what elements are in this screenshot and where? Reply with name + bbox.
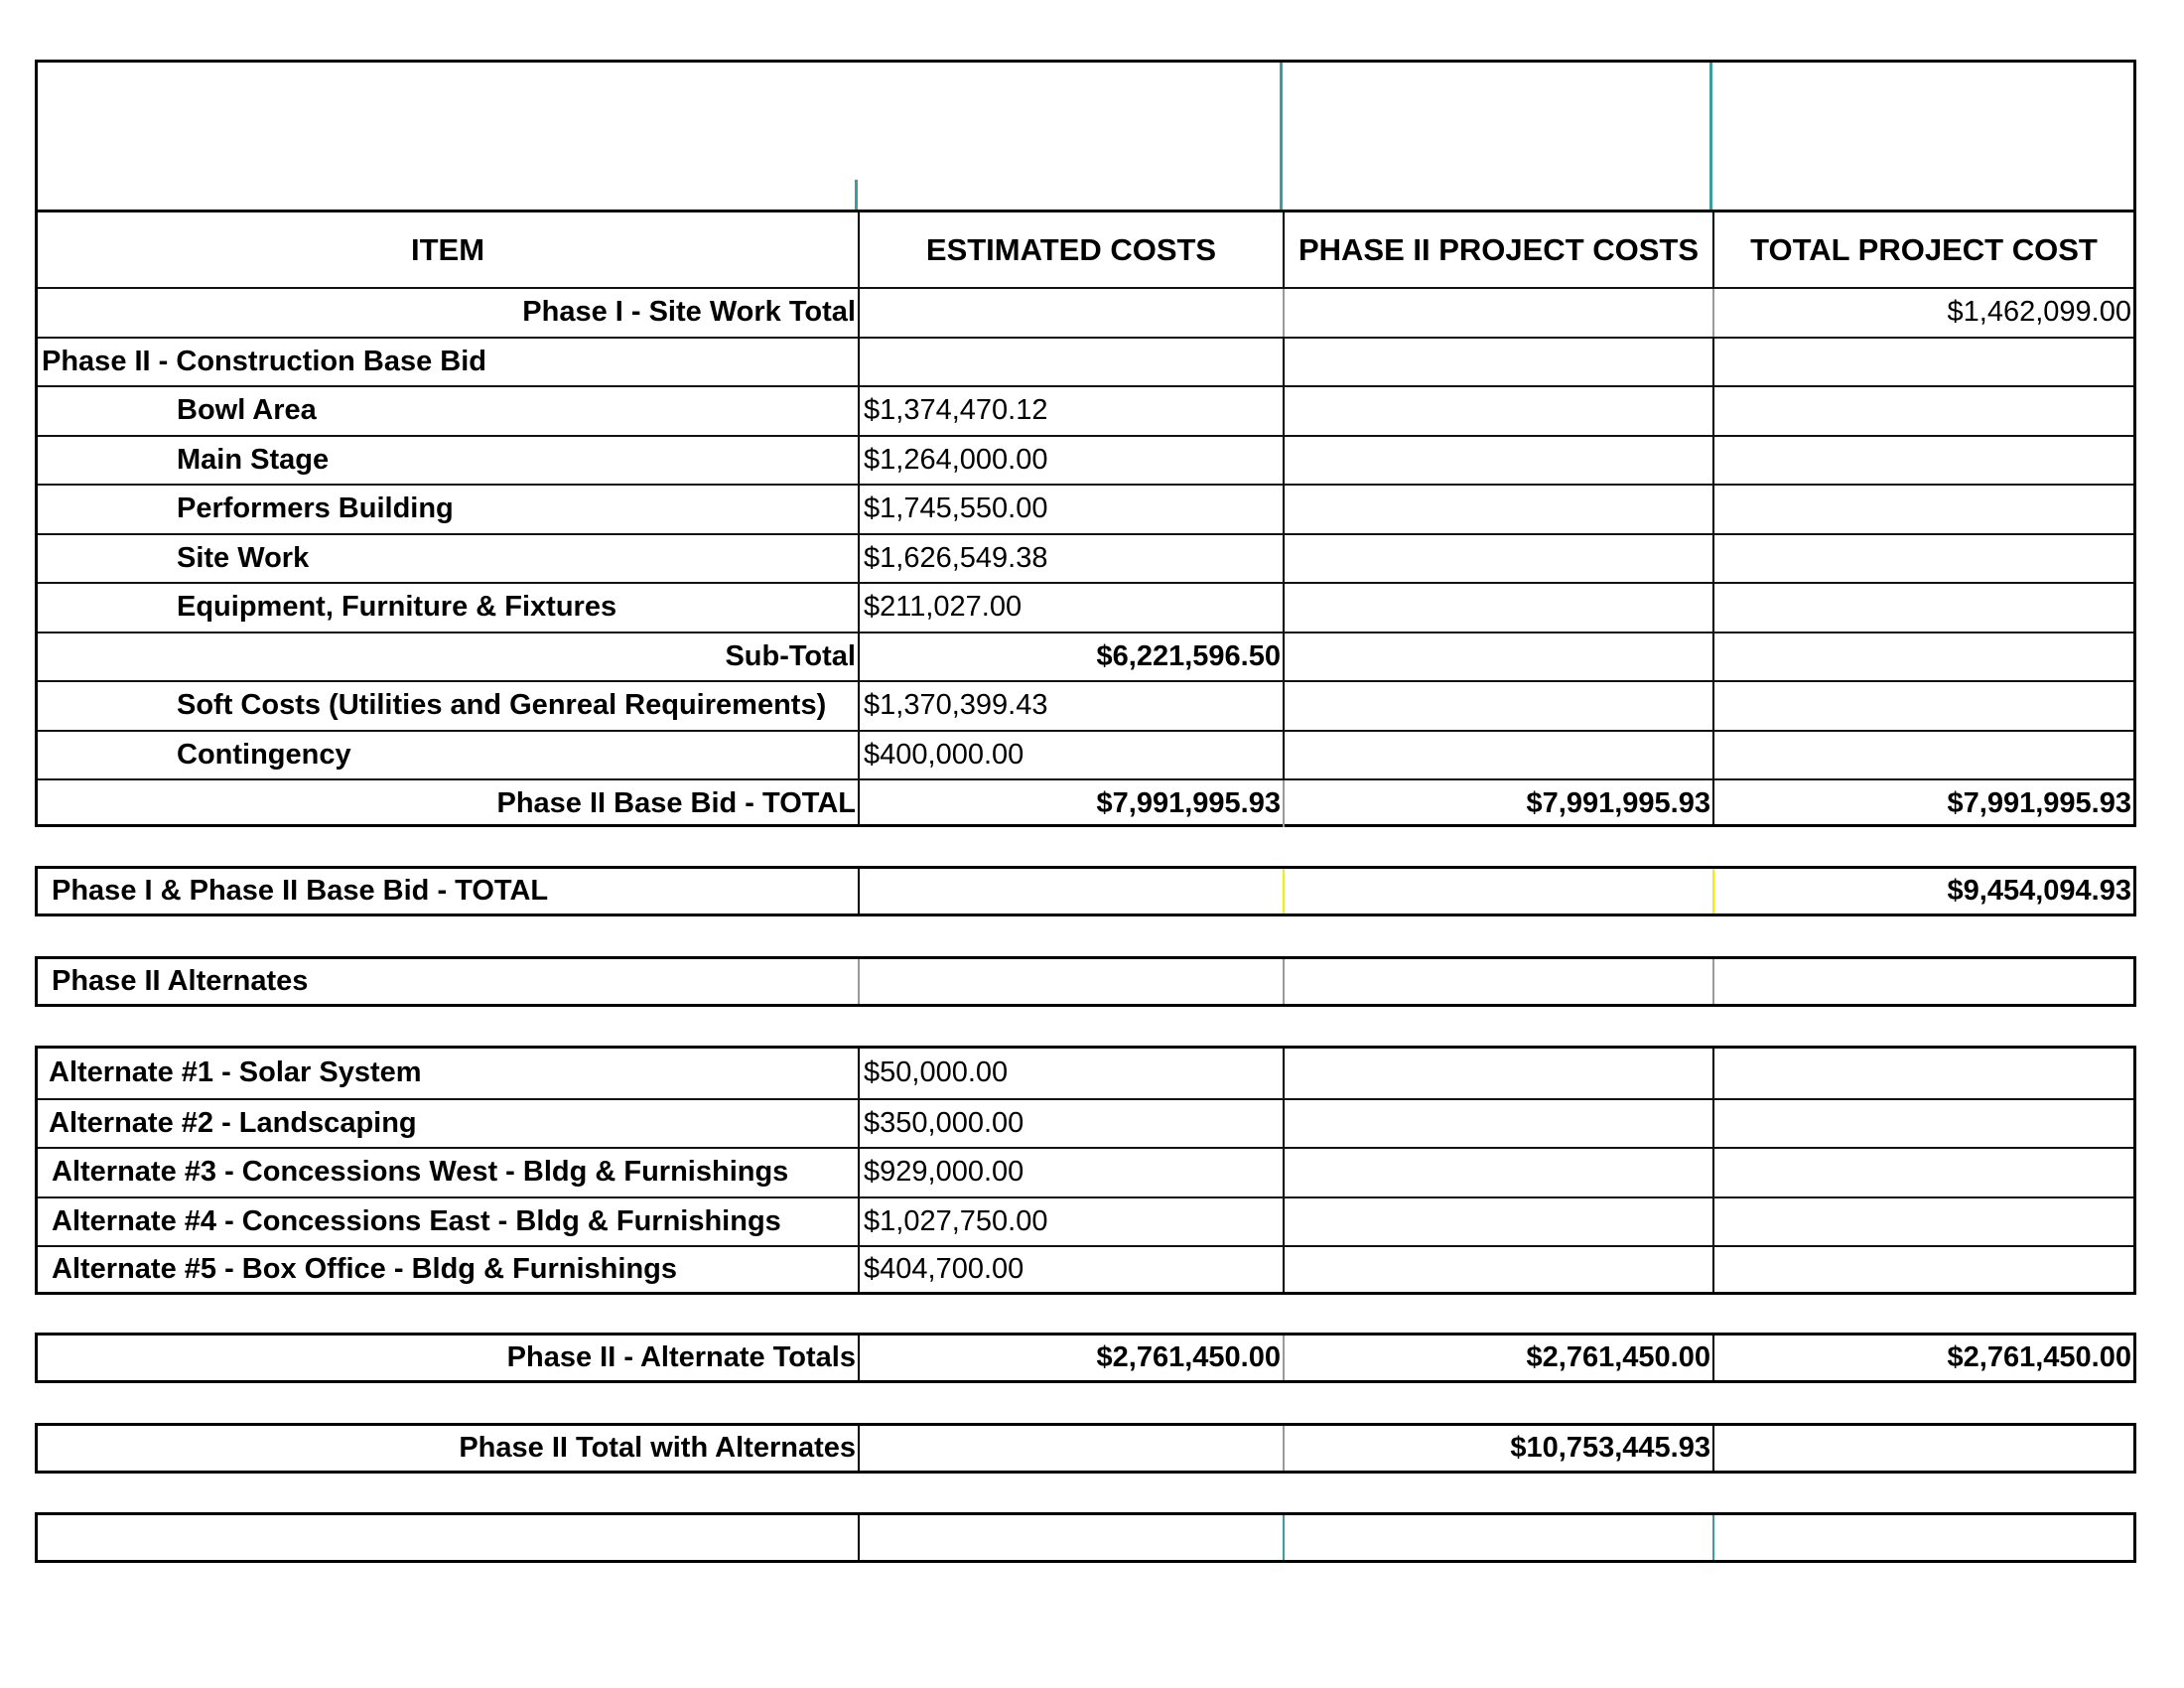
base-bid-table <box>35 210 2136 827</box>
phase2-cost-cell[interactable] <box>1283 1198 1712 1246</box>
table-row-phase1-total <box>38 287 2133 337</box>
row-label: Phase I - Site Work Total <box>522 296 856 329</box>
estimated-cost-cell[interactable] <box>858 959 1283 1004</box>
total-cost-cell[interactable] <box>1712 682 2133 730</box>
header-row <box>38 212 2133 287</box>
estimated-cost-cell[interactable]: $211,027.00 <box>858 584 1283 632</box>
row-label[interactable] <box>38 1515 858 1560</box>
estimated-cost-cell[interactable]: $350,000.00 <box>858 1100 1283 1148</box>
total-cost-cell[interactable] <box>1712 1149 2133 1196</box>
estimated-cost-cell[interactable] <box>858 1426 1283 1471</box>
combined-total-row <box>35 866 2136 916</box>
total-cost-cell[interactable] <box>1712 959 2133 1004</box>
row-label: Equipment, Furniture & Fixtures <box>177 591 617 624</box>
teal-gridline <box>1280 63 1283 212</box>
estimated-cost-cell[interactable]: $400,000.00 <box>858 732 1283 779</box>
table-row <box>38 1336 2133 1380</box>
phase2-cost-cell[interactable] <box>1283 437 1712 485</box>
total-cost-cell[interactable]: $9,454,094.93 <box>1712 869 2133 914</box>
table-row <box>38 435 2133 485</box>
total-cost-cell[interactable]: $7,991,995.93 <box>1712 780 2133 827</box>
row-label: Soft Costs (Utilities and Genreal Requirements) <box>177 689 827 722</box>
phase2-cost-cell[interactable]: $10,753,445.93 <box>1283 1426 1712 1471</box>
table-row-subtotal <box>38 632 2133 681</box>
phase2-cost-cell[interactable] <box>1283 869 1712 914</box>
total-cost-cell[interactable]: $2,761,450.00 <box>1712 1336 2133 1380</box>
total-cost-cell[interactable] <box>1712 339 2133 386</box>
phase2-cost-cell[interactable] <box>1283 732 1712 779</box>
row-label: Performers Building <box>177 492 454 525</box>
phase2-cost-cell[interactable] <box>1283 1515 1712 1560</box>
phase2-cost-cell[interactable] <box>1283 289 1712 337</box>
estimated-cost-cell[interactable] <box>858 339 1283 386</box>
phase2-cost-cell[interactable] <box>1283 633 1712 681</box>
estimated-cost-cell[interactable]: $1,745,550.00 <box>858 486 1283 533</box>
phase2-cost-cell[interactable] <box>1283 486 1712 533</box>
table-row <box>38 869 2133 914</box>
table-row-contingency <box>38 730 2133 779</box>
estimated-cost-cell[interactable]: $1,027,750.00 <box>858 1198 1283 1246</box>
estimated-cost-cell[interactable]: $404,700.00 <box>858 1247 1283 1292</box>
table-row <box>38 1049 2133 1098</box>
column-header-estimated-costs: ESTIMATED COSTS <box>858 212 1283 287</box>
phase2-cost-cell[interactable] <box>1283 1049 1712 1098</box>
phase2-cost-cell[interactable]: $7,991,995.93 <box>1283 780 1712 827</box>
table-row-phase2-heading <box>38 337 2133 386</box>
table-row <box>38 1147 2133 1196</box>
table-row <box>38 1426 2133 1471</box>
total-cost-cell[interactable] <box>1712 633 2133 681</box>
row-label: Site Work <box>177 541 310 574</box>
table-row <box>38 1245 2133 1292</box>
total-cost-cell[interactable] <box>1712 1198 2133 1246</box>
row-label: Phase I & Phase II Base Bid - TOTAL <box>52 875 549 907</box>
total-cost-cell[interactable] <box>1712 732 2133 779</box>
phase2-cost-cell[interactable] <box>1283 339 1712 386</box>
total-cost-cell[interactable] <box>1712 584 2133 632</box>
teal-gridline <box>1709 63 1712 212</box>
phase2-cost-cell[interactable] <box>1283 959 1712 1004</box>
alternates-table <box>35 1046 2136 1295</box>
table-row <box>38 533 2133 583</box>
title-block <box>35 60 2136 212</box>
table-row <box>38 484 2133 533</box>
total-cost-cell[interactable] <box>1712 1247 2133 1292</box>
row-label: Phase II - Construction Base Bid <box>42 345 486 377</box>
total-cost-cell[interactable] <box>1712 486 2133 533</box>
total-with-alternates-row <box>35 1423 2136 1474</box>
row-label: Sub-Total <box>725 639 856 672</box>
estimated-cost-cell[interactable] <box>858 1515 1283 1560</box>
phase2-cost-cell[interactable] <box>1283 1100 1712 1148</box>
estimated-cost-cell[interactable]: $50,000.00 <box>858 1049 1283 1098</box>
estimated-cost-cell[interactable]: $6,221,596.50 <box>858 633 1283 681</box>
total-cost-cell[interactable] <box>1712 1049 2133 1098</box>
phase2-cost-cell[interactable] <box>1283 1247 1712 1292</box>
row-label: Alternate #1 - Solar System <box>49 1056 422 1089</box>
phase2-cost-cell[interactable] <box>1283 1149 1712 1196</box>
total-cost-cell[interactable] <box>1712 437 2133 485</box>
table-row-soft-costs <box>38 680 2133 730</box>
estimated-cost-cell[interactable] <box>858 869 1283 914</box>
phase2-cost-cell[interactable] <box>1283 682 1712 730</box>
phase2-cost-cell[interactable]: $2,761,450.00 <box>1283 1336 1712 1380</box>
estimated-cost-cell[interactable]: $1,370,399.43 <box>858 682 1283 730</box>
row-label: Alternate #5 - Box Office - Bldg & Furnishings <box>52 1253 678 1285</box>
table-row <box>38 959 2133 1004</box>
row-label: Alternate #4 - Concessions East - Bldg & Furnishings <box>52 1204 781 1237</box>
row-label: Contingency <box>177 738 351 771</box>
column-header-total-project-cost: TOTAL PROJECT COST <box>1712 212 2133 287</box>
empty-row <box>35 1512 2136 1563</box>
total-cost-cell[interactable] <box>1712 387 2133 435</box>
column-header-item: ITEM <box>410 231 485 267</box>
estimated-cost-cell[interactable]: $2,761,450.00 <box>858 1336 1283 1380</box>
table-row <box>38 582 2133 632</box>
table-row <box>38 1196 2133 1246</box>
estimated-cost-cell[interactable]: $1,626,549.38 <box>858 535 1283 583</box>
table-row-base-bid-total <box>38 778 2133 827</box>
estimated-cost-cell[interactable]: $1,264,000.00 <box>858 437 1283 485</box>
row-label: Bowl Area <box>177 394 317 427</box>
estimated-cost-cell[interactable]: $929,000.00 <box>858 1149 1283 1196</box>
teal-gridline <box>855 180 858 212</box>
total-cost-cell[interactable] <box>1712 1100 2133 1148</box>
phase2-cost-cell[interactable] <box>1283 535 1712 583</box>
row-label: Main Stage <box>177 443 330 476</box>
total-cost-cell[interactable] <box>1712 535 2133 583</box>
phase2-cost-cell[interactable] <box>1283 584 1712 632</box>
table-row <box>38 385 2133 435</box>
phase2-cost-cell[interactable] <box>1283 387 1712 435</box>
total-cost-cell[interactable]: $1,462,099.00 <box>1712 289 2133 337</box>
table-row <box>38 1098 2133 1148</box>
row-label: Alternate #3 - Concessions West - Bldg & Furnishings <box>52 1156 789 1189</box>
row-label: Phase II - Alternate Totals <box>506 1341 856 1373</box>
table-row <box>38 1515 2133 1560</box>
column-header-phase2-project-costs: PHASE II PROJECT COSTS <box>1283 212 1712 287</box>
row-label: Alternate #2 - Landscaping <box>49 1106 417 1139</box>
row-label: Phase II Base Bid - TOTAL <box>496 787 856 819</box>
alternate-totals-row <box>35 1333 2136 1383</box>
row-label: Phase II Total with Alternates <box>459 1432 856 1464</box>
estimated-cost-cell[interactable] <box>858 289 1283 337</box>
alternates-heading-row <box>35 956 2136 1007</box>
estimated-cost-cell[interactable]: $7,991,995.93 <box>858 780 1283 827</box>
row-label: Phase II Alternates <box>52 965 309 997</box>
total-cost-cell[interactable] <box>1712 1515 2133 1560</box>
total-cost-cell[interactable] <box>1712 1426 2133 1471</box>
estimated-cost-cell[interactable]: $1,374,470.12 <box>858 387 1283 435</box>
